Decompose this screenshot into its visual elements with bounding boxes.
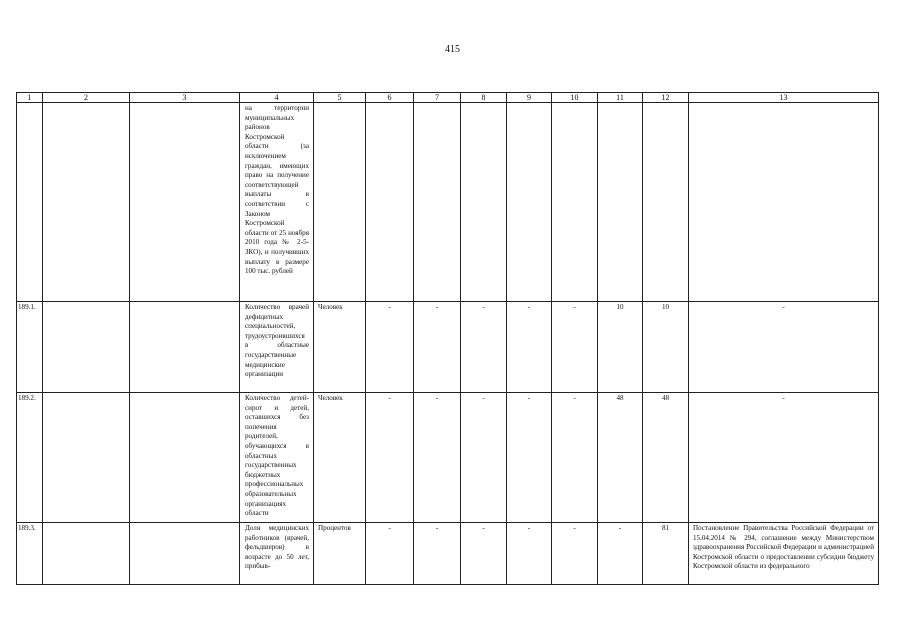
column-header: 9 [507, 93, 552, 103]
table-row [17, 393, 879, 523]
value-cell [414, 103, 461, 302]
column-header: 4 [240, 93, 314, 103]
column-header: 5 [314, 93, 366, 103]
note-cell: Постановление Правительства Российской Федерации от 15.04.2014 № 294, соглашение между Министерством здравоохранения Российской Федерации и администрацией Костромской области о предоставлении субсидии бюджету Костромской области из федерального [689, 523, 879, 585]
page-number: 415 [445, 44, 460, 55]
table-cell [43, 302, 130, 393]
value-cell [552, 103, 598, 302]
value-cell: - [366, 302, 414, 393]
column-header: 2 [43, 93, 130, 103]
indicator-name-cell: на территории муниципальных районов Костромской области (за исключением граждан, имеющих право на получение соответствующей выплаты в соответствии с Законом Костромской области от 25 ноября 2010 года № 2-5-ЗКО), и получивших выплату в размере 100 тыс. рублей [240, 103, 314, 302]
table-cell [43, 523, 130, 585]
table-row [17, 523, 879, 585]
value-cell [366, 103, 414, 302]
column-header: 8 [461, 93, 507, 103]
unit-cell: Процентов [314, 523, 366, 585]
value-cell: - [414, 393, 461, 523]
unit-cell: Человек [314, 302, 366, 393]
table-row [17, 103, 879, 302]
table-header-row [17, 93, 879, 103]
value-cell: - [507, 523, 552, 585]
row-number-cell [17, 103, 43, 302]
table-cell [130, 103, 240, 302]
table-cell [130, 302, 240, 393]
value-cell: - [366, 523, 414, 585]
table-cell [43, 393, 130, 523]
value-cell: 10 [643, 302, 689, 393]
value-cell: 48 [643, 393, 689, 523]
column-header: 12 [643, 93, 689, 103]
row-number-cell: 189.1. [17, 302, 43, 393]
unit-cell [314, 103, 366, 302]
column-header: 6 [366, 93, 414, 103]
value-cell: - [552, 393, 598, 523]
row-number-cell: 189.2. [17, 393, 43, 523]
value-cell [507, 103, 552, 302]
column-header: 13 [689, 93, 879, 103]
value-cell: - [461, 523, 507, 585]
value-cell: - [598, 523, 643, 585]
column-header: 1 [17, 93, 43, 103]
value-cell: - [366, 393, 414, 523]
note-cell: - [689, 302, 879, 393]
value-cell: - [552, 302, 598, 393]
value-cell [461, 103, 507, 302]
column-header: 11 [598, 93, 643, 103]
indicator-name-cell: Доля медицинских работников (врачей, фельдшеров) в возрасте до 50 лет, прибыв- [240, 523, 314, 585]
document-table [16, 92, 879, 585]
table-cell [130, 393, 240, 523]
unit-cell: Человек [314, 393, 366, 523]
value-cell: - [414, 523, 461, 585]
value-cell: 48 [598, 393, 643, 523]
table-cell [43, 103, 130, 302]
value-cell: 81 [643, 523, 689, 585]
note-cell: - [689, 393, 879, 523]
row-number-cell: 189.3. [17, 523, 43, 585]
value-cell: - [552, 523, 598, 585]
indicator-name-cell: Количество врачей дефицитных специальностей, трудоустроившихся в областные государственные медицинские организации [240, 302, 314, 393]
column-header: 10 [552, 93, 598, 103]
value-cell: 10 [598, 302, 643, 393]
note-cell [689, 103, 879, 302]
value-cell: - [461, 393, 507, 523]
value-cell: - [507, 302, 552, 393]
value-cell [598, 103, 643, 302]
column-header: 7 [414, 93, 461, 103]
indicator-name-cell: Количество детей-сирот и детей, оставшихся без попечения родителей, обучающихся в областных государственных бюджетных профессиональных образовательных организациях области [240, 393, 314, 523]
value-cell: - [507, 393, 552, 523]
value-cell: - [461, 302, 507, 393]
table-row [17, 302, 879, 393]
value-cell: - [414, 302, 461, 393]
column-header: 3 [130, 93, 240, 103]
table-cell [130, 523, 240, 585]
value-cell [643, 103, 689, 302]
